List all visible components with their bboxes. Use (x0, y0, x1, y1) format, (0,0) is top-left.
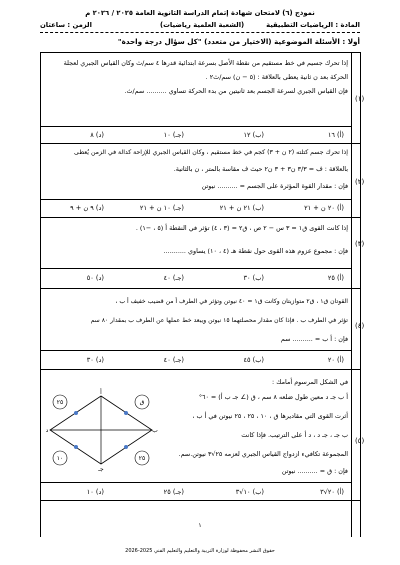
question-3-number: (٣) (355, 240, 365, 248)
question-5-line-4: ب جـ ، جـ د ، د أ على الترتيب. فإذا كانت (241, 431, 348, 439)
question-5-line-6: فإن : ق = .......... نيوتن (281, 467, 348, 475)
question-1-bottom-border (40, 143, 360, 144)
question-4-line-3: فإن : أ ب = .......... سم (280, 335, 348, 343)
header-divider (40, 32, 360, 33)
question-2-line-2: بالعلاقة : ف = ٣/٣ ن٣ + ٣ ن٢ حيث ف مقاسة بالمتر ، ن بالثانية. (173, 165, 348, 173)
question-5-option-d[interactable]: (د) ١٠ (86, 488, 104, 496)
question-2-number: (٢) (355, 178, 365, 186)
rhombus-figure (44, 388, 158, 472)
question-1-number: (١) (355, 95, 365, 103)
question-4-line-2: تؤثر في الطرف ب . فإذا كان مقدار محصلتهما ١٥ نيوتن ويبعد خط عملها عن الطرف ب بمقدار ٨٠ سم (90, 317, 348, 324)
question-5-line-1: في الشكل المرسوم أمامك : (272, 378, 348, 386)
force-marker-top-left (74, 411, 78, 415)
question-3-option-c[interactable]: (جـ) ٤٠ (163, 274, 184, 282)
question-3-line-2: فإن : مجموع عزوم هذه القوى حول نقطة هـ (٤ ، ١٠) يساوي ........... (163, 247, 348, 255)
question-4-options-divider (40, 350, 351, 351)
division-label: (الشعبة العلمية رياضيات) (160, 21, 245, 29)
grid-number-column-border (351, 52, 352, 537)
force-marker-top-right (124, 411, 128, 415)
question-5-option-a[interactable]: (أ) ٢٠√٣ (320, 488, 344, 496)
question-1-option-b[interactable]: (ب) ١٢ (243, 131, 264, 139)
question-5-number: (٥) (355, 437, 365, 445)
force-label-top-left: ٢٥ (56, 399, 64, 406)
page-number: ١ (198, 522, 202, 529)
vertex-label-top: أ (100, 389, 102, 396)
question-1-line-3: فإن القياس الجبري لسرعة الجسم بعد ثانيتين من بدء الحركة تساوي .......... سم/ث. (124, 87, 348, 95)
force-marker-bottom-left (74, 445, 78, 449)
question-2-option-b[interactable]: (ب) ٢١ ن + ٢١ (219, 204, 264, 212)
force-marker-bottom-right (124, 445, 128, 449)
question-5-line-3: أثرت القوى التي مقاديرها ق ، ١٠ ، ٢٥ ، ٢٥ نيوتن في أ ب ، (192, 412, 348, 420)
copyright-notice: حقوق النشر محفوظة لوزارة التربية والتعليم والتعليم الفني 2025-2026 (125, 548, 275, 554)
force-label-top-right: ق (139, 399, 145, 406)
question-2-line-1: إذا تحرك جسم كتلته (٢ ن + ٣) كجم في خط مستقيم ، وكان القياس الجبري للإزاحة كدالة في الزمن يُعطى (74, 149, 348, 156)
question-1-option-a[interactable]: (أ) ١٦ (327, 131, 344, 139)
vertex-label-right: ب (152, 427, 158, 434)
question-4-number: (٤) (355, 322, 365, 330)
question-5-line-5: المجموعة تكافيء ازدواج القياس الجبري لعزمه ٢٥√٣ نيوتن.سم. (178, 450, 348, 458)
question-5-option-c[interactable]: (جـ) ٢٥ (163, 488, 184, 496)
question-3-option-b[interactable]: (ب) ٣٠ (243, 274, 264, 282)
exam-title: نموذج (٦) لامتحان شهادة إتمام الدراسة الثانوية العامة ٢٠٢٥ / ٢٠٢٦ م (85, 9, 315, 17)
question-5-options-divider (40, 482, 351, 483)
question-4-option-a[interactable]: (أ) ٢٠ (327, 356, 344, 364)
question-4-option-b[interactable]: (ب) ٤٥ (243, 356, 264, 364)
question-3-bottom-border (40, 288, 360, 289)
force-label-bottom-right: ٢٥ (138, 455, 146, 462)
question-1-line-1: إذا تحرك جسيم في خط مستقيم من نقطة الأصل بسرعة ابتدائية قدرها ٤ سم/ث وكان القياس الجبري لعجلة (63, 59, 348, 67)
question-3-line-1: إذا كانت القوى ق١ = ٣ س − ٢ ص ، ق٢ = (٣ ، ٤) تؤثر في النقطة أ (٥ ، −١) . (135, 224, 348, 232)
grid-right-border (360, 52, 361, 537)
grid-top-border (40, 52, 360, 53)
question-4-bottom-border (40, 369, 360, 370)
question-4-option-d[interactable]: (د) ٣٠ (86, 356, 104, 364)
grid-left-border (40, 52, 41, 537)
question-3-option-d[interactable]: (د) ٥٠ (86, 274, 104, 282)
question-3-option-a[interactable]: (أ) ٢٥ (327, 274, 344, 282)
question-2-bottom-border (40, 217, 360, 218)
question-4-line-1: القوتان ق١ ، ق٢ متوازيتان وكانت ق١ = ٤٠ نيوتن وتؤثر في الطرف أ من قضيب خفيف أ ب ، (115, 298, 348, 305)
section-heading: أولا : الأسئلة الموضوعية (الاختيار من متعدد) "كل سؤال درجة واحدة" (117, 37, 360, 46)
question-4-option-c[interactable]: (جـ) ٤٠ (163, 356, 184, 364)
force-label-bottom-left: ١٠ (56, 455, 64, 462)
time-label: الزمن : ساعتان (40, 21, 92, 29)
question-3-options-divider (40, 268, 351, 269)
question-5-bottom-border (40, 500, 360, 501)
question-1-options-divider (40, 126, 351, 127)
question-1-line-2: الحركة بعد ن ثانية يعطى بالعلاقة : (٥ − ن) سم/ث٢ . (205, 73, 348, 81)
question-1-option-d[interactable]: (د) ٨ (90, 131, 104, 139)
question-2-option-c[interactable]: (جـ) ١٠ ن + ٢١ (139, 204, 184, 212)
question-2-line-3: فإن : مقدار القوة المؤثرة على الجسم = .......... نيوتن (201, 182, 348, 190)
question-2-options-divider (40, 199, 351, 200)
question-5-line-2: أ ب جـ د معين طول ضلعه ٨ سم ، ق (∠ جـ ب أ) = ٦٠° (198, 393, 348, 401)
subject-label: المادة : الرياضيات التطبيقية (266, 21, 360, 29)
question-1-option-c[interactable]: (جـ) ١٠ (163, 131, 184, 139)
question-2-option-a[interactable]: (أ) ٢٠ ن + ٢١ (304, 204, 344, 212)
vertex-label-left: د (45, 427, 49, 434)
question-5-option-b[interactable]: (ب) ١٠√٣ (235, 488, 264, 496)
question-2-option-d[interactable]: (د) ٩ ن + ٩ (70, 204, 104, 212)
vertex-label-bottom: جـ (98, 466, 104, 472)
